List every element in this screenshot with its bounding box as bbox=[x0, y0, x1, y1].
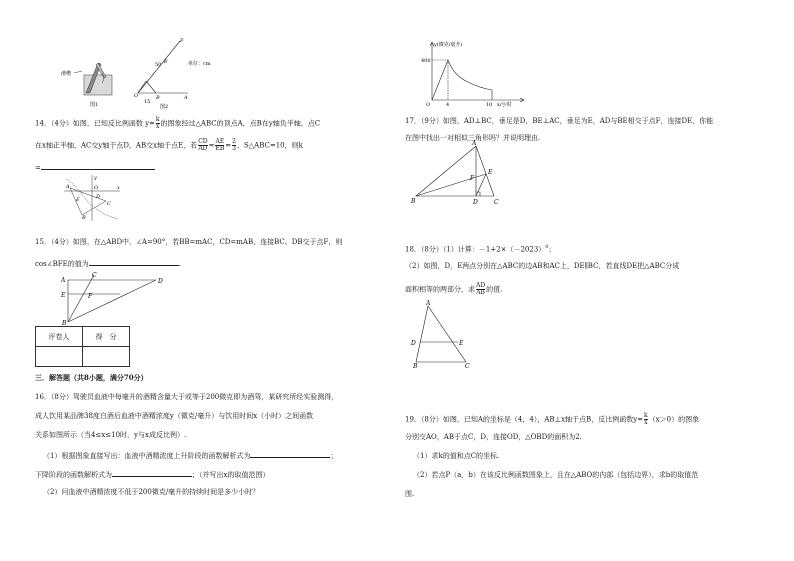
graph-ylabel: y(微克/毫升) bbox=[434, 42, 463, 48]
svg-text:A: A bbox=[472, 140, 477, 147]
svg-text:C: C bbox=[92, 272, 97, 279]
score-table bbox=[35, 326, 130, 367]
q14-line2: 在x轴正半轴，AC交y轴于点D，AB交x轴于点E，若 $\frac{CD}{AD}$ = $\frac{AE}{EB}$ = $\frac{2}{3}$ ，S△ABC=10，则k bbox=[35, 138, 303, 152]
graph-origin: O bbox=[426, 102, 431, 108]
svg-text:B: B bbox=[156, 95, 160, 101]
score-table-grader: 评卷人 bbox=[36, 327, 83, 347]
svg-text:D: D bbox=[96, 194, 101, 200]
svg-text:C: C bbox=[494, 199, 499, 206]
graph-x10: 10 bbox=[486, 102, 493, 108]
svg-text:A: A bbox=[61, 277, 66, 284]
q16-line6: （2）问血液中酒精浓度不低于200微克/毫升的持续时间是多少小时？ bbox=[43, 488, 260, 496]
svg-text:A: A bbox=[66, 184, 70, 190]
svg-text:F: F bbox=[180, 38, 184, 44]
q15-answer-blank[interactable] bbox=[89, 258, 179, 266]
svg-text:C: C bbox=[107, 201, 111, 207]
svg-text:y: y bbox=[94, 175, 97, 181]
q14-figure bbox=[62, 173, 122, 223]
score-table-score-cell[interactable] bbox=[83, 347, 130, 367]
figure-2-drawing bbox=[138, 41, 188, 93]
svg-text:A: A bbox=[184, 95, 188, 101]
svg-text:C: C bbox=[465, 363, 470, 368]
q14-answer-blank[interactable] bbox=[41, 162, 155, 170]
figure-1-label: 图1 bbox=[90, 102, 99, 108]
q18-figure bbox=[410, 300, 480, 368]
q17-line2: 在图中找出一对相似三角形吗？并说明理由. bbox=[405, 134, 541, 142]
q16-line4: （1）根据图象直接写出：血液中酒精浓度上升阶段的函数解析式为 ； bbox=[43, 452, 338, 460]
svg-text:15: 15 bbox=[144, 99, 151, 105]
graph-xlabel: x/小时 bbox=[497, 102, 512, 108]
q15-line2: cos∠BFE的值为 . bbox=[35, 260, 181, 268]
score-table-score: 得 分 bbox=[83, 327, 130, 347]
svg-text:D: D bbox=[158, 278, 163, 285]
q17-figure bbox=[410, 140, 510, 208]
q19-line5: 围. bbox=[405, 490, 415, 498]
q16-line3: 关系如图所示（当4≤x≤10时，y与x成反比例）. bbox=[35, 431, 187, 439]
q19-line2: 分别交AO，AB于点C，D，连接OD，△OBD的面积为2. bbox=[405, 433, 582, 441]
q16-line5: 下降阶段的函数解析式为 ；（并写出x的取值范围） bbox=[35, 471, 270, 479]
q18-line3: 面积相等的两部分，求 $\frac{AD}{AB}$ 的值. bbox=[405, 282, 503, 296]
q19-line3: （1）求k的值和点C的坐标. bbox=[413, 452, 500, 460]
score-table-grader-cell[interactable] bbox=[36, 347, 83, 367]
section-3-heading: 三．解答题（共8小题，满分70分） bbox=[35, 373, 148, 382]
q16-line1: 16．（8分）驾驶员血液中每毫升的酒精含量大于或等于200微克即为酒驾，某研究所经实验测得， bbox=[35, 393, 339, 401]
q16-line2: 成人饮用某品牌38度白酒后血液中酒精浓度y（微克/毫升）与饮用时间x（小时）之间函数 bbox=[35, 412, 314, 420]
q18-line2: （2）如图，D，E两点分别在△ABC的边AB和AC上，DE∥BC，若直线DE把△ABC分成 bbox=[405, 262, 680, 270]
svg-text:x: x bbox=[117, 185, 120, 191]
graph-y400: 400 bbox=[421, 58, 431, 64]
q19-line1: 19．（8分）如图，已知A的坐标是（4，4），AB⊥x轴于点B，反比例函数y= $\frac{k}{x}$ （x＞0）的图象 bbox=[405, 412, 700, 426]
q14-line3: = bbox=[35, 162, 155, 173]
svg-text:B: B bbox=[62, 320, 67, 326]
svg-text:F: F bbox=[88, 293, 93, 300]
q16-answer-blank-1[interactable] bbox=[250, 450, 330, 458]
figure-2-label: 图2 bbox=[160, 104, 169, 110]
svg-text:E: E bbox=[164, 59, 168, 65]
q17-line1: 17．（9分）如图，AD⊥BC，垂足是D，BE⊥AC，垂足为E，AD与BE相交于点F，连接DE，你能 bbox=[405, 117, 714, 125]
svg-text:E: E bbox=[76, 197, 80, 203]
q15-line1: 15．（4分）如图，在△ABD中，∠A=90°，若BB=mAC，CD=mAB，连接BC、DB交于点F，则 bbox=[35, 238, 343, 246]
svg-text:50: 50 bbox=[155, 62, 162, 68]
svg-text:E: E bbox=[488, 169, 493, 176]
alcohol-concentration-graph bbox=[420, 38, 530, 108]
svg-text:A: A bbox=[426, 300, 431, 307]
svg-text:D: D bbox=[473, 199, 478, 206]
svg-text:O: O bbox=[94, 185, 99, 191]
graph-x4: 4 bbox=[446, 102, 450, 108]
svg-text:B: B bbox=[413, 363, 418, 368]
svg-text:B: B bbox=[411, 198, 416, 205]
q19-line4: （2）若点P（a，b）在该反比例函数图象上，且在△ABO的内部（包括边界），求b的取值范 bbox=[413, 471, 699, 479]
svg-text:F: F bbox=[470, 175, 475, 182]
svg-text:E: E bbox=[459, 340, 464, 347]
huacao-label: 滑槽 bbox=[61, 71, 72, 77]
unit-label: 单位：cm bbox=[188, 61, 211, 67]
svg-text:E: E bbox=[61, 292, 66, 299]
svg-text:B: B bbox=[82, 215, 86, 221]
q16-answer-blank-2[interactable] bbox=[112, 469, 192, 477]
slide-bracket-figure bbox=[60, 35, 235, 110]
svg-text:O: O bbox=[134, 93, 139, 99]
q18-line1: 18．（8分）（1）计算：$-1+2\times(-2023)^0$； bbox=[405, 244, 556, 254]
q14-line1: 14．（4分）如图，已知反比例函数 y= $\frac{k}{x}$ 的图象经过△ABC的顶点A，点B在y轴负半轴，点C bbox=[35, 116, 321, 130]
svg-text:D: D bbox=[411, 340, 416, 347]
q15-figure bbox=[60, 272, 170, 326]
figure-1-drawing bbox=[74, 63, 112, 95]
